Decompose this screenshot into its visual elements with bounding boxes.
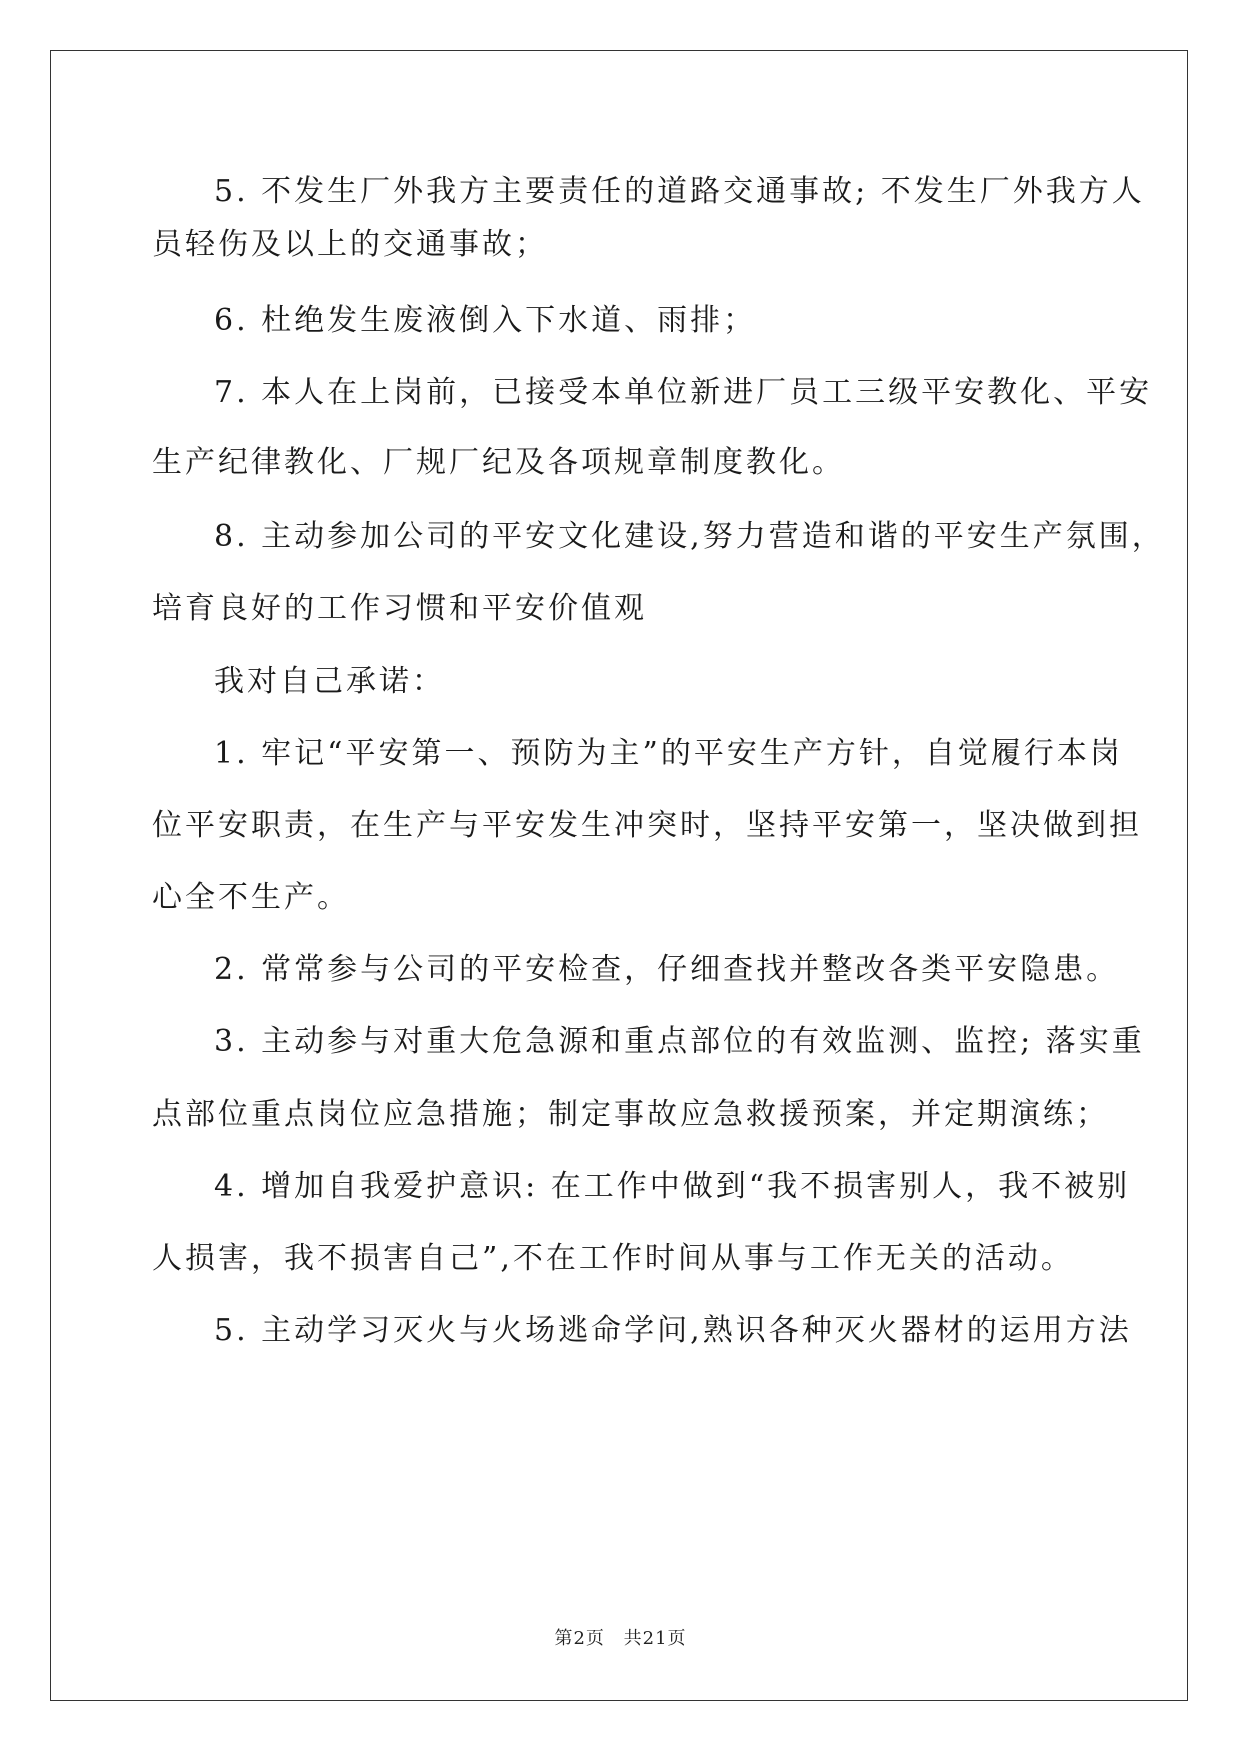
- page-number: 第2页: [554, 1628, 605, 1649]
- paragraph-line: 3. 主动参与对重大危急源和重点部位的有效监测、监控; 落实重: [214, 1024, 1145, 1059]
- paragraph-line: 1. 牢记“平安第一、预防为主”的平安生产方针，自觉履行本岗: [214, 736, 1123, 771]
- paragraph-line: 位平安职责，在生产与平安发生冲突时，坚持平安第一，坚决做到担: [152, 808, 1142, 843]
- paragraph-line: 7. 本人在上岗前，已接受本单位新进厂员工三级平安教化、平安: [214, 375, 1153, 410]
- paragraph-line: 点部位重点岗位应急措施；制定事故应急救援预案，并定期演练；: [152, 1097, 1109, 1132]
- paragraph-line: 人损害，我不损害自己”,不在工作时间从事与工作无关的活动。: [152, 1241, 1074, 1276]
- paragraph-line: 我对自己承诺：: [214, 664, 445, 699]
- paragraph-line: 8. 主动参加公司的平安文化建设,努力营造和谐的平安生产氛围，: [214, 519, 1165, 554]
- paragraph-line: 生产纪律教化、厂规厂纪及各项规章制度教化。: [152, 445, 845, 480]
- paragraph-line: 员轻伤及以上的交通事故；: [152, 227, 548, 262]
- page-border: [50, 50, 1188, 1701]
- paragraph-line: 2. 常常参与公司的平安检查，仔细查找并整改各类平安隐患。: [214, 952, 1120, 987]
- paragraph-line: 6. 杜绝发生废液倒入下水道、雨排；: [214, 303, 757, 338]
- paragraph-line: 心全不生产。: [152, 880, 350, 915]
- page-footer: [0, 1624, 1241, 1650]
- paragraph-line: 培育良好的工作习惯和平安价值观: [152, 591, 647, 626]
- paragraph-line: 5. 不发生厂外我方主要责任的道路交通事故; 不发生厂外我方人: [214, 174, 1145, 209]
- page-total: 共21页: [623, 1628, 687, 1649]
- paragraph-line: 5. 主动学习灭火与火场逃命学问,熟识各种灭火器材的运用方法: [214, 1313, 1132, 1348]
- paragraph-line: 4. 增加自我爱护意识: 在工作中做到“我不损害别人，我不被别: [214, 1169, 1131, 1204]
